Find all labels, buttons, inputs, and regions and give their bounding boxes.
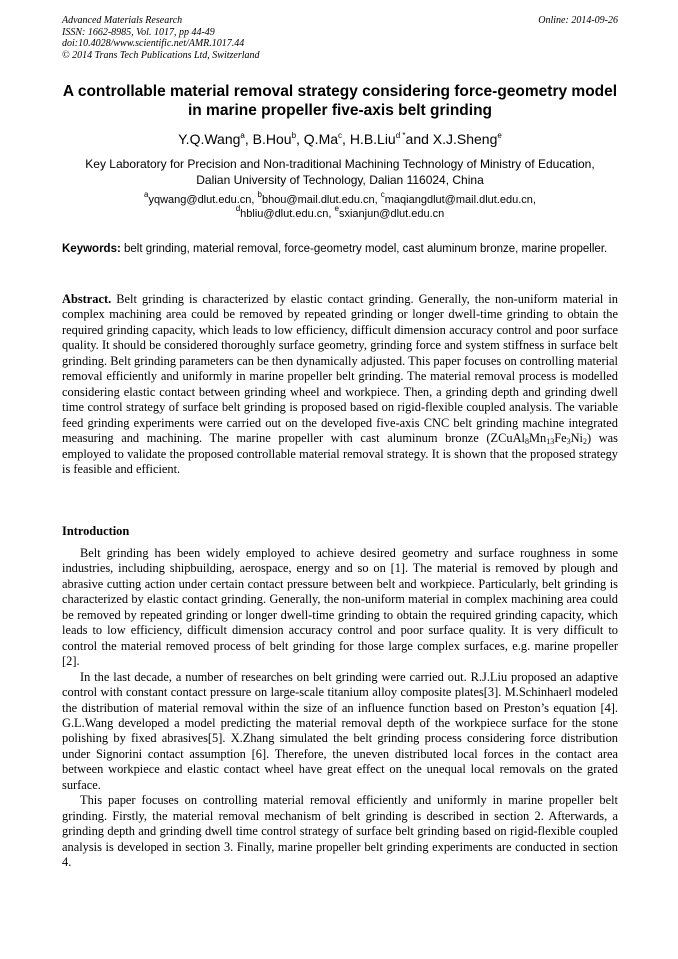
author: X.J.Sheng$^e$	[432, 131, 502, 147]
abstract-label: Abstract.	[62, 292, 112, 306]
journal-header	[62, 15, 618, 61]
journal-name: Advanced Materials Research	[62, 15, 183, 26]
introduction-body	[62, 546, 618, 871]
author: Q.Ma$^c$,	[303, 131, 350, 147]
email[interactable]: $^e$sxianjun@dlut.edu.cn	[334, 204, 445, 220]
email[interactable]: $^b$bhou@mail.dlut.edu.cn,	[257, 190, 381, 206]
author: B.Hou$^b$,	[252, 131, 304, 147]
affiliation-line-2: Dalian University of Technology, Dalian 116024, China	[196, 173, 484, 187]
alloy-formula: $ZCuAl_8Mn_{13}Fe_3Ni_2$	[490, 431, 587, 447]
author-emails	[62, 190, 618, 221]
affiliation	[62, 156, 618, 188]
email[interactable]: $^d$hbliu@dlut.edu.cn,	[235, 204, 335, 220]
issn-line: ISSN: 1662-8985, Vol. 1017, pp 44-49	[62, 26, 215, 38]
online-date: Online: 2014-09-26	[538, 15, 618, 26]
keywords	[62, 242, 618, 256]
paragraph: Belt grinding has been widely employed to achieve desired geometry and surface roughness in some industries, including shipbuilding, aerospace, energy and so on [1]. The material is removed by plough and abrasive cutting action under certain contact pressure between belt and workpiece. Particularly, belt grinding is characterized by elastic contact grinding. Generally, the non-uniform material in complex machining area could be removed by repeated grinding or longer dwell-time grinding to obtain the required grinding capacity, which leads to low efficiency, difficult dimension accuracy control and poor surface quality. It is very difficult to control the material removed process of belt grinding for those large complex surfaces, e.g. marine propeller [2].	[62, 546, 618, 669]
author: H.B.Liu$^{d *}$and	[349, 131, 433, 147]
keywords-text: belt grinding, material removal, force-geometry model, cast aluminum bronze, marine propeller.	[120, 243, 608, 255]
abstract: Abstract. Belt grinding is characterized by elastic contact grinding. Generally, the non-uniform material in complex machining area could be removed by repeated grinding or longer dwell-time grinding to obtain the required grinding capacity, which leads to low efficiency, difficult dimension accuracy control and poor surface quality. It should be considered thoroughly surface geometry, grinding force and system stiffness in surface belt grinding. Belt grinding parameters can be then dynamically adjusted. This paper focuses on controlling material removal efficiently and uniformly in marine propeller belt grinding. The material removal process is modelled considering elastic contact between grinding wheel and workpiece. Then, a grinding depth and grinding dwell time control strategy of surface belt grinding is proposed based on rigid-flexible coupled analysis. The variable feed grinding experiments were carried out on the developed five-axis CNC belt grinding machine integrated measuring and machining. The marine propeller with cast aluminum bronze $(ZCuAl_8Mn_{13}Fe_3Ni_2)$ was employed to validate the proposed controllable material removal strategy. It is shown that the proposed strategy is feasible and efficient.	[62, 292, 619, 476]
email[interactable]: $^c$maqiangdlut@mail.dlut.edu.cn,	[380, 190, 536, 206]
keywords-label: Keywords:	[62, 243, 121, 255]
author-list	[62, 130, 618, 148]
doi-line: doi:10.4028/www.scientific.net/AMR.1017.44	[62, 38, 245, 49]
paper-title: A controllable material removal strategy considering force-geometry model in marine propeller five-axis belt grinding	[62, 83, 618, 119]
author: Y.Q.Wang$^a$,	[178, 131, 253, 147]
email[interactable]: $^a$yqwang@dlut.edu.cn,	[144, 190, 258, 206]
section-heading: Introduction	[62, 524, 130, 538]
copyright-line: © 2014 Trans Tech Publications Ltd, Switzerland	[62, 49, 260, 61]
paragraph: This paper focuses on controlling material removal efficiently and uniformly in marine propeller belt grinding. Firstly, the material removal mechanism of belt grinding is described in section 2. Afterwards, a grinding depth and grinding dwell time control strategy of surface belt grinding based on rigid-flexible coupled analysis is developed in section 3. Finally, marine propeller belt grinding experiments are conducted in section 4.	[62, 793, 618, 870]
paragraph: In the last decade, a number of researches on belt grinding were carried out. R.J.Liu proposed an adaptive control with constant contact pressure on large-scale titanium alloy composite plates[3]. M.Schinhaerl modeled the distribution of material removal within the size of an influence function based on Preston’s equation [4]. G.L.Wang developed a model predicting the material removal depth of the workpiece surface for the stone polishing by fixed abrasives[5]. X.Zhang simulated the belt grinding process considering force distribution under Signorini contact assumption [6]. Therefore, the uneven distributed local forces in the contact area between workpiece and elastic contact wheel have great effect on the unequal local removals on the grated surface.	[62, 669, 618, 792]
affiliation-line-1: Key Laboratory for Precision and Non-traditional Machining Technology of Ministry of Education,	[85, 157, 595, 171]
